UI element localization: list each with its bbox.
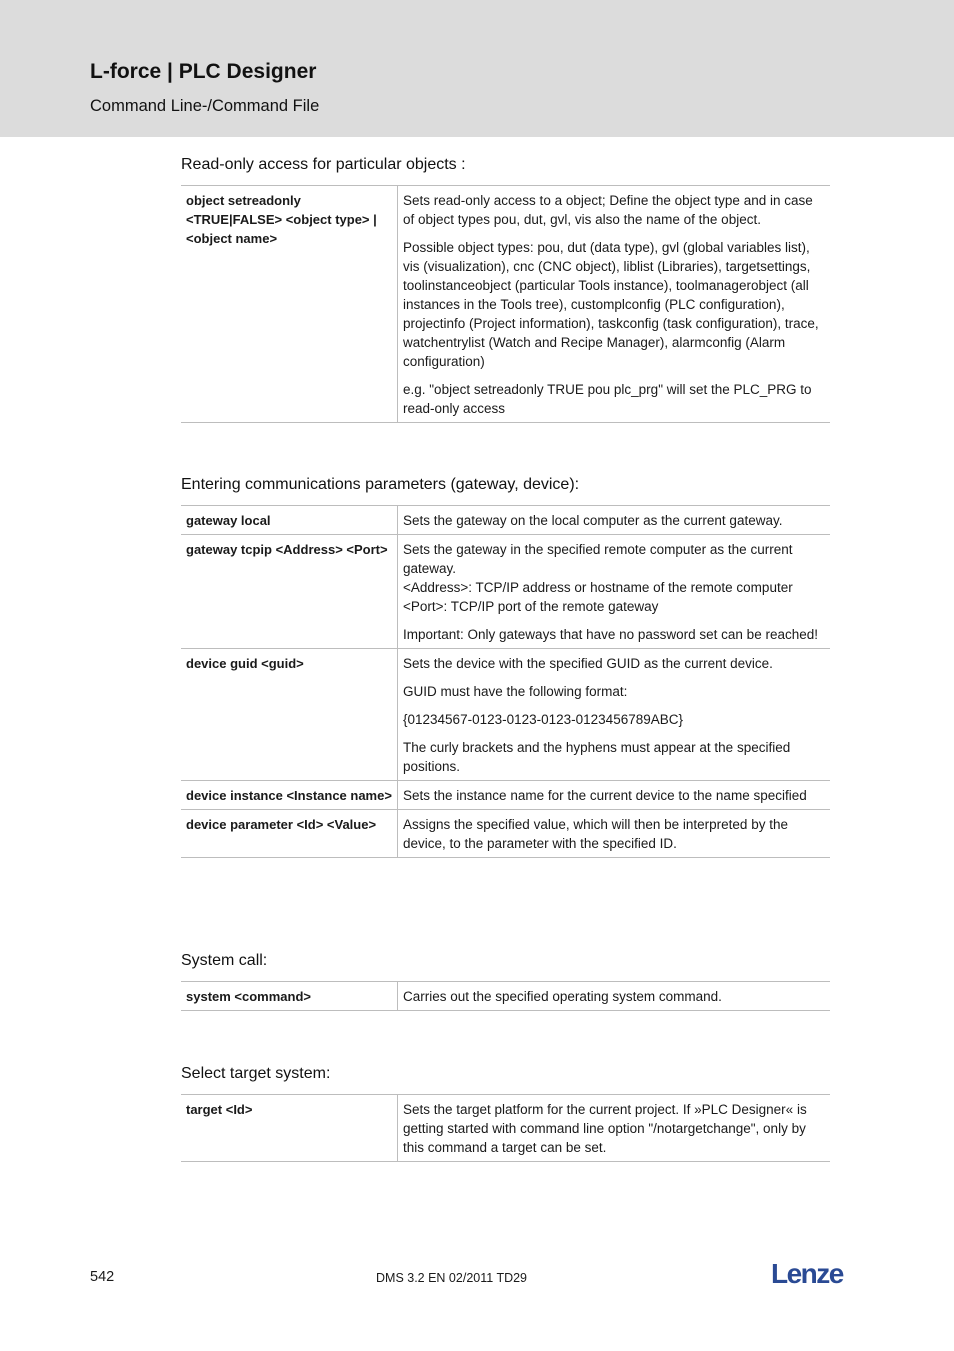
description-cell [398,649,831,781]
description-cell [398,781,831,810]
description-paragraph: Sets the gateway in the specified remote computer as the current gateway. <Address>: TCP/IP address or hostname of the remote computer <Port>: TCP/IP port of the remote gateway [403,542,793,614]
command-cell: object setreadonly <TRUE|FALSE> <object type> | <object name> [181,186,398,423]
table-row [181,781,830,810]
page-header [0,0,954,137]
command-table [181,185,830,423]
table-row [181,982,830,1011]
description-paragraph: Sets the instance name for the current device to the name specified [403,788,807,803]
command-cell: gateway local [181,506,398,535]
lenze-logo [770,1258,852,1288]
logo-text: Lenze [771,1258,843,1288]
description-cell [398,982,831,1011]
command-table [181,505,830,858]
table-row [181,810,830,858]
description-paragraph: GUID must have the following format: [403,684,628,699]
command-cell: gateway tcpip <Address> <Port> [181,535,398,649]
chapter-title: Command Line-/Command File [90,97,320,115]
description-cell [398,506,831,535]
command-cell: device guid <guid> [181,649,398,781]
description-paragraph: Possible object types: pou, dut (data type), gvl (global variables list), vis (visualization), cnc (CNC object), liblist (Libraries), targetsettings, toolinstanceobject (particular Tools instance), toolmanagerobject (all instances in the Tools tree), customplconfig (PLC configuration), projectinfo (Project information), taskconfig (task configuration), trace, watchentrylist (Watch and Recipe Manager), alarmconfig (Alarm configuration) [403,240,819,369]
table-row [181,186,830,423]
description-paragraph: Sets read-only access to a object; Define the object type and in case of object types pou, dut, gvl, vis also the name of the object. [403,193,813,227]
section-heading: Select target system: [181,1065,331,1082]
document-title: L-force | PLC Designer [90,60,317,83]
document-reference: DMS 3.2 EN 02/2011 TD29 [376,1271,528,1285]
section-read-only-access [181,156,830,423]
section-communication-parameters [181,476,830,858]
description-cell [398,535,831,649]
description-paragraph: {01234567-0123-0123-0123-0123456789ABC} [403,712,683,727]
section-heading: Read-only access for particular objects : [181,156,466,173]
command-cell: system <command> [181,982,398,1011]
description-paragraph: Important: Only gateways that have no password set can be reached! [403,627,818,642]
description-cell [398,810,831,858]
section-select-target-system [181,1065,830,1162]
description-cell [398,186,831,423]
command-cell: target <Id> [181,1095,398,1162]
table-row [181,649,830,781]
command-table [181,1094,830,1162]
command-cell: device instance <Instance name> [181,781,398,810]
page-number: 542 [90,1269,115,1285]
section-system-call [181,952,830,1011]
description-paragraph: The curly brackets and the hyphens must appear at the specified positions. [403,740,791,774]
section-heading: Entering communications parameters (gateway, device): [181,476,580,493]
description-paragraph: Sets the target platform for the current project. If »PLC Designer« is getting started with command line option "/notargetchange", only by this command a target can be set. [403,1102,807,1155]
description-cell [398,1095,831,1162]
description-paragraph: Sets the gateway on the local computer as the current gateway. [403,513,783,528]
table-row [181,535,830,649]
table-row [181,506,830,535]
description-paragraph: Assigns the specified value, which will then be interpreted by the device, to the parameter with the specified ID. [403,817,788,851]
table-row [181,1095,830,1162]
command-table [181,981,830,1011]
command-cell: device parameter <Id> <Value> [181,810,398,858]
section-heading: System call: [181,952,268,969]
description-paragraph: e.g. "object setreadonly TRUE pou plc_prg" will set the PLC_PRG to read-only access [403,382,812,416]
description-paragraph: Carries out the specified operating system command. [403,989,722,1004]
description-paragraph: Sets the device with the specified GUID as the current device. [403,656,773,671]
